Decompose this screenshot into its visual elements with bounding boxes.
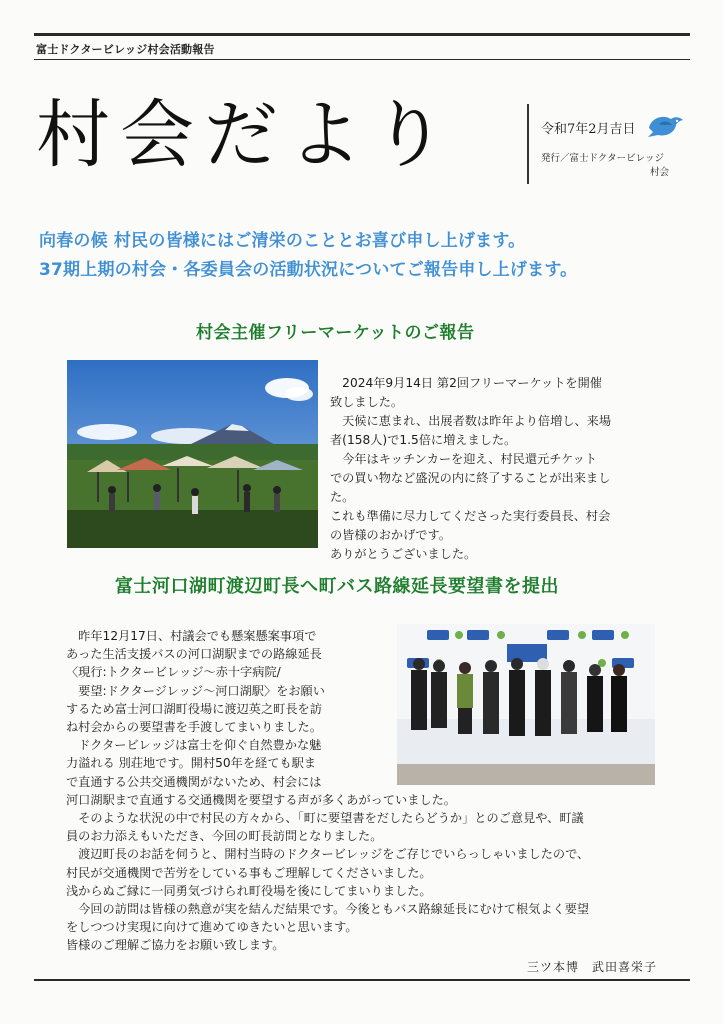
- masthead-title: 村会だより: [36, 92, 456, 178]
- section2-line: 浅からぬご縁に一同勇気づけられ町役場を後にしてまいりました。: [66, 883, 432, 898]
- masthead-divider: [527, 104, 529, 184]
- lead-line-2: 37期上期の村会・各委員会の活動状況についてご報告申し上げます。: [39, 260, 578, 280]
- publisher-line-1: 発行／富士ドクタービレッジ: [541, 153, 665, 164]
- section2-line: するため富士河口湖町役場に渡辺英之町長を訪: [66, 701, 322, 716]
- section2-line: 村民が交通機関で苦労をしている事もご理解してくださいました。: [66, 865, 432, 880]
- section2-line: 昨年12月17日、村議会でも懸案懸案事項で: [66, 629, 317, 643]
- section2-line: 渡辺町長のお話を伺うと、開村当時のドクタービレッジをご存じでいらっしゃいましたので、: [66, 847, 590, 862]
- section2-line: 河口湖駅まで直通する交通機関を要望する声が多くあがっていました。: [66, 792, 456, 807]
- section2-line: そのような状況の中で村民の方々から、「町に要望書をだしたらどうか」とのご意見や、町議: [66, 811, 584, 826]
- section2-line: 要望:ドクタージレッジ～河口湖駅〉をお願い: [66, 683, 325, 698]
- kicker-text: 富士ドクタービレッジ村会活動報告: [36, 43, 215, 56]
- section1-line: 2024年9月14日 第2回フリーマーケットを開催: [330, 376, 602, 390]
- section1-line: これも準備に尽力してくださった実行委員長、村会: [330, 509, 611, 523]
- section2-line: 皆様のご理解ご協力をお願い致します。: [66, 938, 285, 953]
- section1-line: 今年はキッチンカーを迎え、村民還元チケット: [330, 452, 597, 466]
- section2-line: 力溢れる 別荘地です。開村50年を経ても駅ま: [66, 756, 316, 771]
- section2-title: 富士河口湖町渡辺町長へ町バス路線延長要望書を提出: [115, 576, 559, 597]
- top-rule-thin: [34, 59, 690, 60]
- lead-line-1: 向春の候 村民の皆様にはご清栄のこととお喜び申し上げます。: [39, 231, 526, 251]
- publisher-info: [541, 152, 669, 180]
- bottom-rule: [34, 979, 690, 981]
- issue-date: 令和7年2月吉日: [541, 122, 636, 137]
- flea-market-photo: [67, 360, 318, 548]
- section2-line: 員のお力添えもいただき、今回の町長訪問となりました。: [66, 829, 383, 844]
- top-rule-thick: [34, 33, 690, 36]
- section2-line: で直通する公共交通機関がないため、村会には: [66, 774, 322, 789]
- section1-body: [330, 374, 665, 564]
- section1-title: 村会主催フリーマーケットのご報告: [196, 323, 475, 343]
- section2-line: 今回の訪問は皆様の熱意が実を結んだ結果です。今後ともバス路線延長にむけて根気よく要望: [66, 902, 590, 917]
- signature: 三ツ本博 武田喜栄子: [527, 960, 658, 974]
- section1-line: の皆様のおかげです。: [330, 528, 451, 542]
- section2-line: ドクタービレッジは富士を仰ぐ自然豊かな魅: [66, 738, 322, 753]
- section1-line: 者(158人)で1.5倍に増えました。: [330, 433, 517, 447]
- section1-line: 天候に恵まれ、出展者数は昨年より倍増し、来場: [330, 414, 612, 428]
- section2-line: をしつつけ実現に向けて進めてゆきたいと思います。: [66, 920, 358, 935]
- bird-icon: [645, 110, 685, 140]
- publisher-line-2: 村会: [649, 167, 669, 178]
- section2-line: 〈現行:トクタービレッジ～赤十字病院/: [66, 665, 281, 680]
- section2-line: あった生活支援バスの河口湖駅までの路線延長: [66, 647, 322, 662]
- section1-line: 致しました。: [330, 395, 404, 409]
- section1-line: た。: [330, 490, 355, 504]
- section1-line: ありがとうございました。: [330, 547, 477, 561]
- section2-body: [66, 627, 686, 955]
- lead-greeting: [39, 227, 699, 285]
- section2-line: ね村会からの要望書を手渡してまいりました。: [66, 720, 322, 735]
- section1-line: での買い物など盛況の内に終了することが出来まし: [330, 471, 611, 485]
